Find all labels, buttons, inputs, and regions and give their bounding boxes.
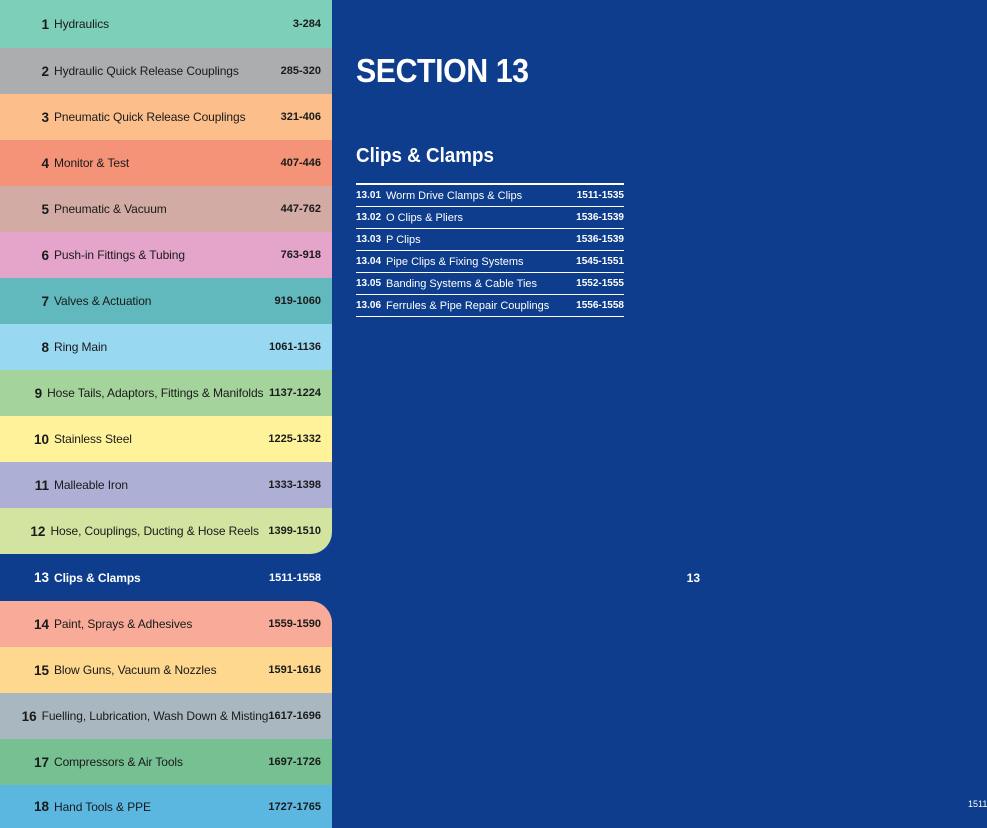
section-title-label: Malleable Iron xyxy=(54,478,128,492)
side-tab-number: 13 xyxy=(686,571,700,585)
subsection-name: Banding Systems & Cable Ties xyxy=(386,277,538,290)
section-tab-10[interactable] xyxy=(0,416,332,462)
section-number: 11 xyxy=(34,477,49,493)
section-number: 12 xyxy=(30,523,46,539)
section-number: 16 xyxy=(21,708,37,724)
section-page-range: 1511-1558 xyxy=(269,571,321,584)
section-title-label: Clips & Clamps xyxy=(54,570,141,585)
subsection-page-range: 1556-1558 xyxy=(576,300,624,311)
section-heading: SECTION 13 xyxy=(356,52,529,89)
section-tab-16[interactable] xyxy=(0,693,332,739)
subsection-row-13.05[interactable] xyxy=(356,273,624,295)
subsection-row-13.02[interactable] xyxy=(356,207,624,229)
section-tab-17[interactable] xyxy=(0,739,332,785)
section-page-range: 1333-1398 xyxy=(268,479,321,491)
section-tab-15[interactable] xyxy=(0,647,332,693)
section-title-label: Hose, Couplings, Ducting & Hose Reels xyxy=(50,524,259,538)
section-title-label: Hand Tools & PPE xyxy=(54,799,151,814)
subsection-page-range: 1536-1539 xyxy=(576,212,624,223)
section-tab-4[interactable] xyxy=(0,140,332,186)
section-page-range: 321-406 xyxy=(280,111,321,123)
subsection-name: Pipe Clips & Fixing Systems xyxy=(386,255,524,268)
section-number: 17 xyxy=(33,754,49,770)
section-page-range: 1559-1590 xyxy=(268,618,321,630)
section-number: 13 xyxy=(33,570,49,585)
subsection-code: 13.03 xyxy=(356,234,382,245)
section-number: 15 xyxy=(33,662,49,678)
section-tab-5[interactable] xyxy=(0,186,332,232)
section-index xyxy=(0,0,332,828)
subsection-page-range: 1511-1535 xyxy=(576,190,624,201)
section-tab-18[interactable] xyxy=(0,785,332,828)
section-title-label: Fuelling, Lubrication, Wash Down & Misting xyxy=(41,709,269,723)
section-title-label: Monitor & Test xyxy=(54,156,130,170)
subsection-name: Worm Drive Clamps & Clips xyxy=(386,189,523,202)
section-number: 5 xyxy=(41,201,49,217)
subsection-code: 13.05 xyxy=(356,278,382,289)
subsection-page-range: 1552-1555 xyxy=(576,278,624,289)
subsection-row-13.04[interactable] xyxy=(356,251,624,273)
subsection-row-13.03[interactable] xyxy=(356,229,624,251)
subsection-code: 13.04 xyxy=(356,256,382,267)
section-page-range: 1727-1765 xyxy=(268,800,321,813)
section-title-label: Hydraulic Quick Release Couplings xyxy=(54,64,239,78)
section-number: 2 xyxy=(41,63,49,79)
section-page-range: 1399-1510 xyxy=(268,525,321,537)
section-tab-9[interactable] xyxy=(0,370,332,416)
section-page-range: 447-762 xyxy=(280,203,321,215)
section-tab-11[interactable] xyxy=(0,462,332,508)
section-title-label: Stainless Steel xyxy=(54,432,132,446)
section-title-label: Hose Tails, Adaptors, Fittings & Manifolds xyxy=(47,386,264,400)
section-page-range: 1137-1224 xyxy=(269,387,321,399)
section-title-label: Pneumatic & Vacuum xyxy=(54,202,167,216)
subsection-code: 13.06 xyxy=(356,300,382,311)
section-page-range: 407-446 xyxy=(280,157,321,169)
page-number: 1511 xyxy=(968,799,987,809)
section-page-range: 285-320 xyxy=(280,65,321,77)
section-tab-12[interactable] xyxy=(0,508,332,554)
subsection-code: 13.01 xyxy=(356,190,382,201)
section-number: 9 xyxy=(34,385,43,401)
section-number: 10 xyxy=(33,431,49,447)
section-number: 8 xyxy=(41,339,49,355)
section-number: 4 xyxy=(41,155,49,171)
section-number: 14 xyxy=(33,616,49,632)
section-page-range: 763-918 xyxy=(280,249,321,261)
section-tab-6[interactable] xyxy=(0,232,332,278)
section-tab-2[interactable] xyxy=(0,48,332,94)
section-title-label: Push-in Fittings & Tubing xyxy=(54,248,185,262)
section-title-label: Valves & Actuation xyxy=(54,294,152,308)
section-page-range: 3-284 xyxy=(292,18,321,30)
subsection-list xyxy=(356,183,624,317)
section-title-label: Pneumatic Quick Release Couplings xyxy=(54,110,246,124)
section-page-range: 1225-1332 xyxy=(268,433,321,445)
section-number: 3 xyxy=(41,109,49,125)
section-tab-14[interactable] xyxy=(0,601,332,647)
section-page-range: 1591-1616 xyxy=(268,664,321,676)
section-tab-13[interactable] xyxy=(0,554,332,601)
section-title-label: Blow Guns, Vacuum & Nozzles xyxy=(54,663,217,677)
section-title-label: Paint, Sprays & Adhesives xyxy=(54,617,193,631)
section-page-range: 1617-1696 xyxy=(268,710,321,722)
subsection-row-13.06[interactable] xyxy=(356,295,624,317)
section-tab-1[interactable] xyxy=(0,0,332,48)
subsection-name: Ferrules & Pipe Repair Couplings xyxy=(386,299,550,312)
subsection-name: P Clips xyxy=(386,233,421,246)
subsection-page-range: 1536-1539 xyxy=(576,234,624,245)
section-panel xyxy=(332,0,987,828)
section-tab-3[interactable] xyxy=(0,94,332,140)
section-title-label: Compressors & Air Tools xyxy=(54,755,183,769)
subsection-code: 13.02 xyxy=(356,212,382,223)
subsection-page-range: 1545-1551 xyxy=(576,256,624,267)
section-title-label: Hydraulics xyxy=(54,17,110,31)
section-tab-8[interactable] xyxy=(0,324,332,370)
subsection-name: O Clips & Pliers xyxy=(386,211,464,224)
section-title-label: Ring Main xyxy=(54,340,108,354)
section-page-range: 919-1060 xyxy=(274,295,321,307)
section-number: 1 xyxy=(41,16,49,32)
section-page-range: 1061-1136 xyxy=(269,341,321,353)
section-title: Clips & Clamps xyxy=(356,145,494,167)
section-tab-7[interactable] xyxy=(0,278,332,324)
section-number: 6 xyxy=(41,247,49,263)
subsection-row-13.01[interactable] xyxy=(356,185,624,207)
section-page-range: 1697-1726 xyxy=(268,756,321,768)
section-number: 7 xyxy=(41,293,49,309)
section-number: 18 xyxy=(33,799,49,814)
